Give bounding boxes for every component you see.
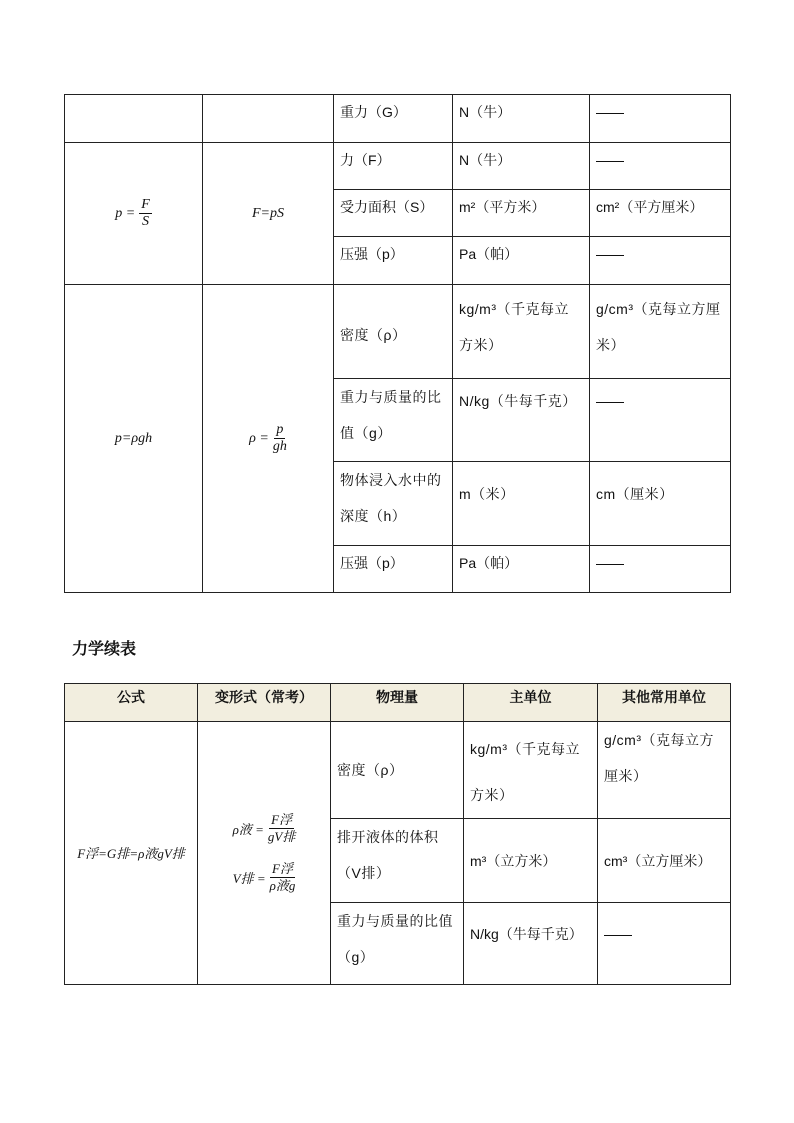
dash-mark [596,564,624,565]
table-row [65,95,731,143]
header-main-unit: 主单位 [464,684,598,722]
volume-variant-formula: V排 = $\frac{\text{F浮}}{\text{ρ液g}}$ [232,861,296,893]
other-unit-cell: g/cm³（克每立方厘米） [590,285,731,379]
header-variant: 变形式（常考） [198,684,331,722]
liquid-variant-formula: ρ = $\frac{p}{gh}$ [249,422,287,454]
dash-mark [604,935,632,936]
unit-cell: Pa（帕） [453,546,590,593]
unit-cell: Pa（帕） [453,237,590,285]
header-other-unit: 其他常用单位 [598,684,731,722]
liquid-formula-cell: p=ρgh [65,285,203,593]
other-unit-cell: cm³（立方厘米） [598,819,731,903]
dash-mark [596,113,624,114]
other-unit-cell: g/cm³（克每立方厘米） [598,722,731,819]
quantity-cell: 受力面积（S） [334,190,453,237]
pressure-formula-cell [65,143,203,285]
quantity-cell: 重力（G） [334,95,453,143]
unit-cell: m²（平方米） [453,190,590,237]
dash-mark [596,255,624,256]
mechanics-table-part1 [64,94,731,593]
quantity-cell: 压强（p） [334,237,453,285]
quantity-cell: 重力与质量的比值（g） [331,903,464,985]
section-title: 力学续表 [72,641,137,658]
other-unit-cell: cm（厘米） [590,462,731,546]
unit-cell: N（牛） [453,95,590,143]
header-quantity: 物理量 [331,684,464,722]
unit-cell: N/kg（牛每千克） [453,379,590,462]
other-unit-cell: cm²（平方厘米） [590,190,731,237]
buoyancy-formula-cell: F浮=G排=ρ液gV排 [65,722,198,985]
table-row [65,143,731,190]
pressure-variant-cell: F=pS [203,143,334,285]
unit-cell: kg/m³（千克每立方米） [453,285,590,379]
other-unit-cell [590,143,731,190]
quantity-cell: 力（F） [334,143,453,190]
buoyancy-variant-cell [198,722,331,985]
table-row [65,285,731,379]
quantity-cell: 物体浸入水中的深度（h） [334,462,453,546]
quantity-cell: 压强（p） [334,546,453,593]
other-unit-cell [590,95,731,143]
quantity-cell: 排开液体的体积（V排） [331,819,464,903]
unit-cell: N（牛） [453,143,590,190]
dash-mark [596,161,624,162]
unit-cell: kg/m³（千克每立方米） [464,722,598,819]
formula-cell [65,95,203,143]
other-unit-cell [590,237,731,285]
unit-cell: m³（立方米） [464,819,598,903]
quantity-cell: 重力与质量的比值（g） [334,379,453,462]
other-unit-cell [598,903,731,985]
density-variant-formula: ρ液 = $\frac{\text{F浮}}{\text{gV排}}$ [232,812,296,844]
table-row [65,722,731,819]
other-unit-cell [590,379,731,462]
quantity-cell: 密度（ρ） [334,285,453,379]
variant-cell [203,95,334,143]
unit-cell: m（米） [453,462,590,546]
header-formula: 公式 [65,684,198,722]
mechanics-table-part2 [64,683,731,985]
pressure-formula: p = $\frac{F}{S}$ [115,197,150,229]
dash-mark [596,402,624,403]
quantity-cell: 密度（ρ） [331,722,464,819]
unit-cell: N/kg（牛每千克） [464,903,598,985]
other-unit-cell [590,546,731,593]
liquid-variant-cell [203,285,334,593]
table-header-row [65,684,731,722]
